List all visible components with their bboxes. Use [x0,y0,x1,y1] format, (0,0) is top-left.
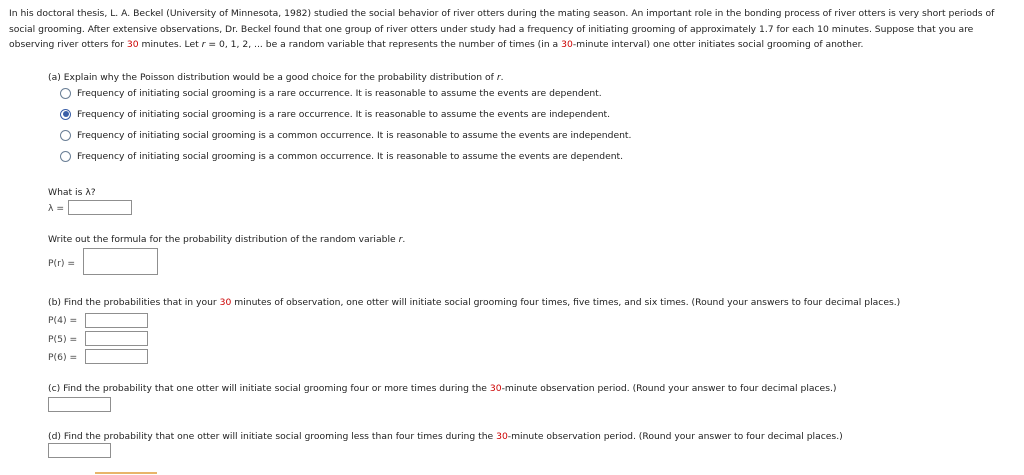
part-d-question: (d) Find the probability that one otter will initiate social grooming less than four times during the 30-minute observation period. (Round your answer to four decimal places.) [48,431,843,442]
radio-button[interactable] [60,151,71,162]
option-a1[interactable] [60,86,602,100]
option-a2[interactable] [60,107,610,121]
part-d-input-box[interactable] [48,443,111,458]
option-label: Frequency of initiating social grooming is a rare occurrence. It is reasonable to assume the events are independent. [77,108,611,120]
part-d-input[interactable] [49,444,110,457]
lambda-input-box[interactable] [68,200,132,215]
problem-intro [9,6,1009,53]
formula-input-box[interactable] [83,248,158,275]
next-button-edge [95,472,157,474]
radio-button[interactable] [60,88,71,99]
intro-text-after: = 0, 1, 2, ... be a random variable that represents the number of times (in a [205,39,562,50]
option-label: Frequency of initiating social grooming is a rare occurrence. It is reasonable to assume the events are dependent. [77,87,602,99]
option-label: Frequency of initiating social grooming is a common occurrence. It is reasonable to assume the events are dependent. [77,150,624,162]
lambda-question: What is λ? [48,187,96,198]
option-a4[interactable] [60,149,623,163]
lambda-label: λ = [48,203,65,214]
part-a-question: (a) Explain why the Poisson distribution would be a good choice for the probability distribution of r. [48,72,504,83]
part-c-input-box[interactable] [48,397,111,412]
intro-text-mid: minutes. Let [138,39,202,50]
minutes-highlight: 30 [126,39,139,50]
part-c-question: (c) Find the probability that one otter will initiate social grooming four or more times during the 30-minute observation period. (Round your answer to four decimal places.) [48,383,837,394]
intro-text: In his doctoral thesis, L. A. Beckel (University of Minnesota, 1982) studied the social behavior of river otters during the mating season. An important role in the bonding process of river otters is very short periods of social grooming. After extensive observations, Dr. Beckel found that one group of river otters under study had a frequency of initiating grooming of approximately 1.7 for each 10 minutes. Suppose that you are observing river otters for [9,8,995,50]
formula-input[interactable] [84,249,157,274]
radio-button[interactable] [60,130,71,141]
p5-input[interactable] [86,332,147,345]
p6-label: P(6) = [48,352,78,363]
p4-input[interactable] [86,314,147,327]
lambda-input[interactable] [69,201,131,214]
interval-highlight: 30 [561,39,573,50]
intro-text-end: -minute interval) one otter initiates social grooming of another. [572,39,864,50]
p6-input-box[interactable] [85,349,148,364]
radio-button-selected[interactable] [60,109,71,120]
p4-input-box[interactable] [85,313,148,328]
p4-label: P(4) = [48,315,78,326]
formula-prompt: Write out the formula for the probability distribution of the random variable r. [48,234,406,245]
part-c-input[interactable] [49,398,110,411]
option-label: Frequency of initiating social grooming is a common occurrence. It is reasonable to assume the events are independent. [77,129,632,141]
p6-input[interactable] [86,350,147,363]
radio-dot-icon [63,111,69,117]
option-a3[interactable] [60,128,631,142]
variable-r: r [201,39,206,50]
p5-label: P(5) = [48,334,78,345]
formula-label: P(r) = [48,258,76,269]
p5-input-box[interactable] [85,331,148,346]
part-b-question: (b) Find the probabilities that in your 30 minutes of observation, one otter will initiate social grooming four times, five times, and six times. (Round your answers to four decimal places.) [48,297,901,308]
